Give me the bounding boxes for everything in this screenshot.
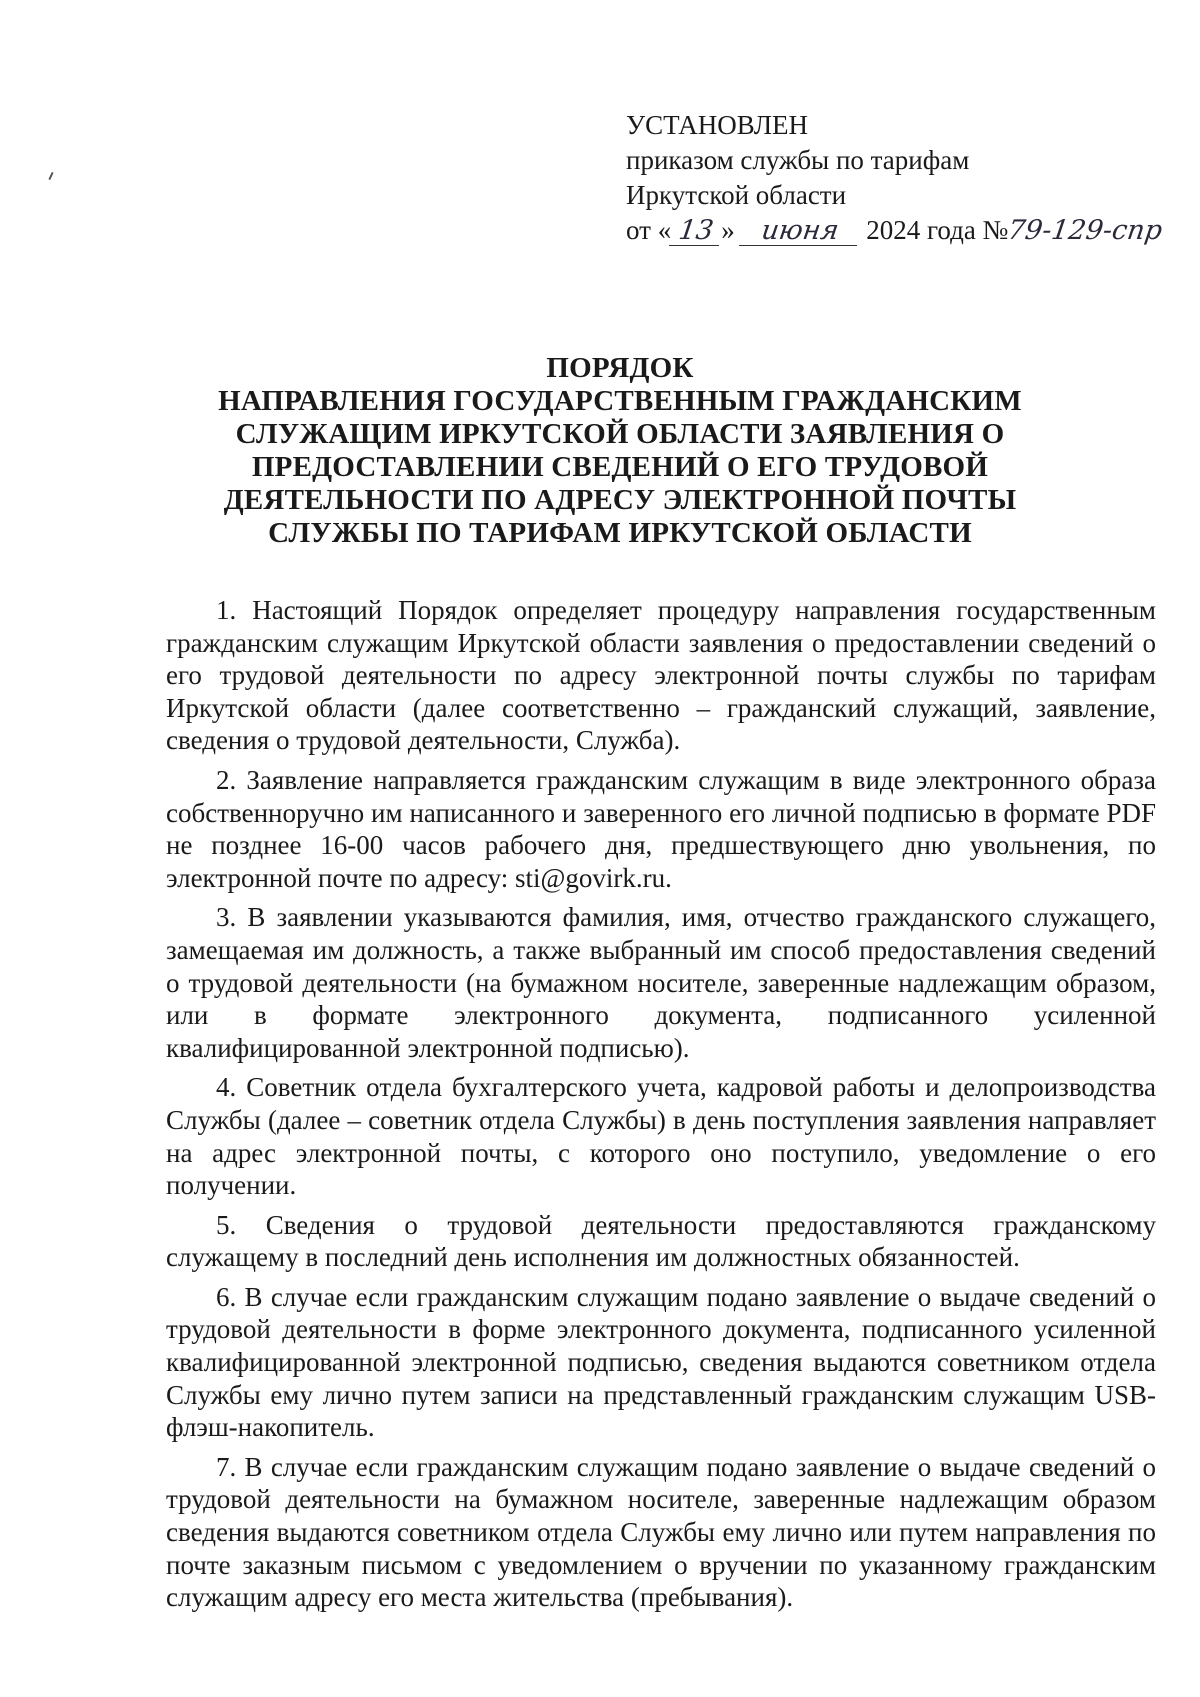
- title-line: НАПРАВЛЕНИЯ ГОСУДАРСТВЕННЫМ ГРАЖДАНСКИМ: [218, 385, 1022, 417]
- title-line: ДЕЯТЕЛЬНОСТИ ПО АДРЕСУ ЭЛЕКТРОННОЙ ПОЧТЫ: [223, 484, 1017, 516]
- title-line: СЛУЖБЫ ПО ТАРИФАМ ИРКУТСКОЙ ОБЛАСТИ: [268, 517, 972, 549]
- title-line: ПРЕДОСТАВЛЕНИИ СВЕДЕНИЙ О ЕГО ТРУДОВОЙ: [251, 451, 989, 483]
- paragraph-4: 4. Советник отдела бухгалтерского учета, кадровой работы и делопроизводства Службы (далее – советник отдела Службы) в день поступления заявления направляет на адрес электронной почты, с которого оно поступило, уведомление о его получении.: [166, 1072, 1156, 1201]
- document-title: [180, 352, 1060, 550]
- approval-date-line: [626, 213, 1166, 248]
- paragraph-3: 3. В заявлении указываются фамилия, имя, отчество гражданского служащего, замещаемая им должность, а также выбранный им способ предоставления сведений о трудовой деятельности (на бумажном носителе, заверенные надлежащим образом, или в формате электронного документа, подписанного усиленной квалифицированной электронной подписью).: [166, 902, 1156, 1063]
- paragraph-2: 2. Заявление направляется гражданским служащим в виде электронного образа собственноручно им написанного и заверенного его личной подписью в формате PDF не позднее 16-00 часов рабочего дня, предшествующего дню увольнения, по электронной почте по адресу: sti@govirk.ru.: [166, 764, 1156, 893]
- handwritten-day: 13: [669, 217, 723, 246]
- approval-order-line: приказом службы по тарифам: [626, 145, 970, 175]
- document-body: [166, 594, 1156, 1621]
- approval-block: [626, 108, 1166, 248]
- approval-region-line: Иркутской области: [626, 180, 847, 210]
- date-year: 2024 года №: [866, 215, 1009, 245]
- date-mid: »: [721, 215, 735, 245]
- paragraph-7: 7. В случае если гражданским служащим подано заявление о выдаче сведений о трудовой деятельности на бумажном носителе, заверенные надлежащим образом сведения выдаются советником отдела Службы ему лично или путем направления по почте заказным письмом с уведомлением о вручении по указанному гражданским служащим адресу его места жительства (пребывания).: [166, 1451, 1156, 1613]
- handwritten-month: июня: [739, 217, 861, 246]
- approval-heading: УСТАНОВЛЕН: [626, 110, 809, 140]
- handwritten-order-number: 79-129-спр: [1006, 215, 1165, 246]
- date-prefix: от «: [626, 215, 672, 245]
- title-line: СЛУЖАЩИМ ИРКУТСКОЙ ОБЛАСТИ ЗАЯВЛЕНИЯ О: [235, 418, 1005, 450]
- paragraph-6: 6. В случае если гражданским служащим подано заявление о выдаче сведений о трудовой деятельности в форме электронного документа, подписанного усиленной квалифицированной электронной подписью, сведения выдаются советником отдела Службы ему лично путем записи на представленный гражданским служащим USB-флэш-накопитель.: [166, 1281, 1156, 1443]
- title-line: ПОРЯДОК: [546, 352, 694, 384]
- scan-mark: [48, 172, 53, 180]
- paragraph-1: 1. Настоящий Порядок определяет процедуру направления государственным гражданским служащим Иркутской области заявления о предоставлении сведений о его трудовой деятельности по адресу электронной почты службы по тарифам Иркутской области (далее соответственно – гражданский служащий, заявление, сведения о трудовой деятельности, Служба).: [166, 595, 1156, 756]
- paragraph-5: 5. Сведения о трудовой деятельности предоставляются гражданскому служащему в последний день исполнения им должностных обязанностей.: [166, 1209, 1156, 1273]
